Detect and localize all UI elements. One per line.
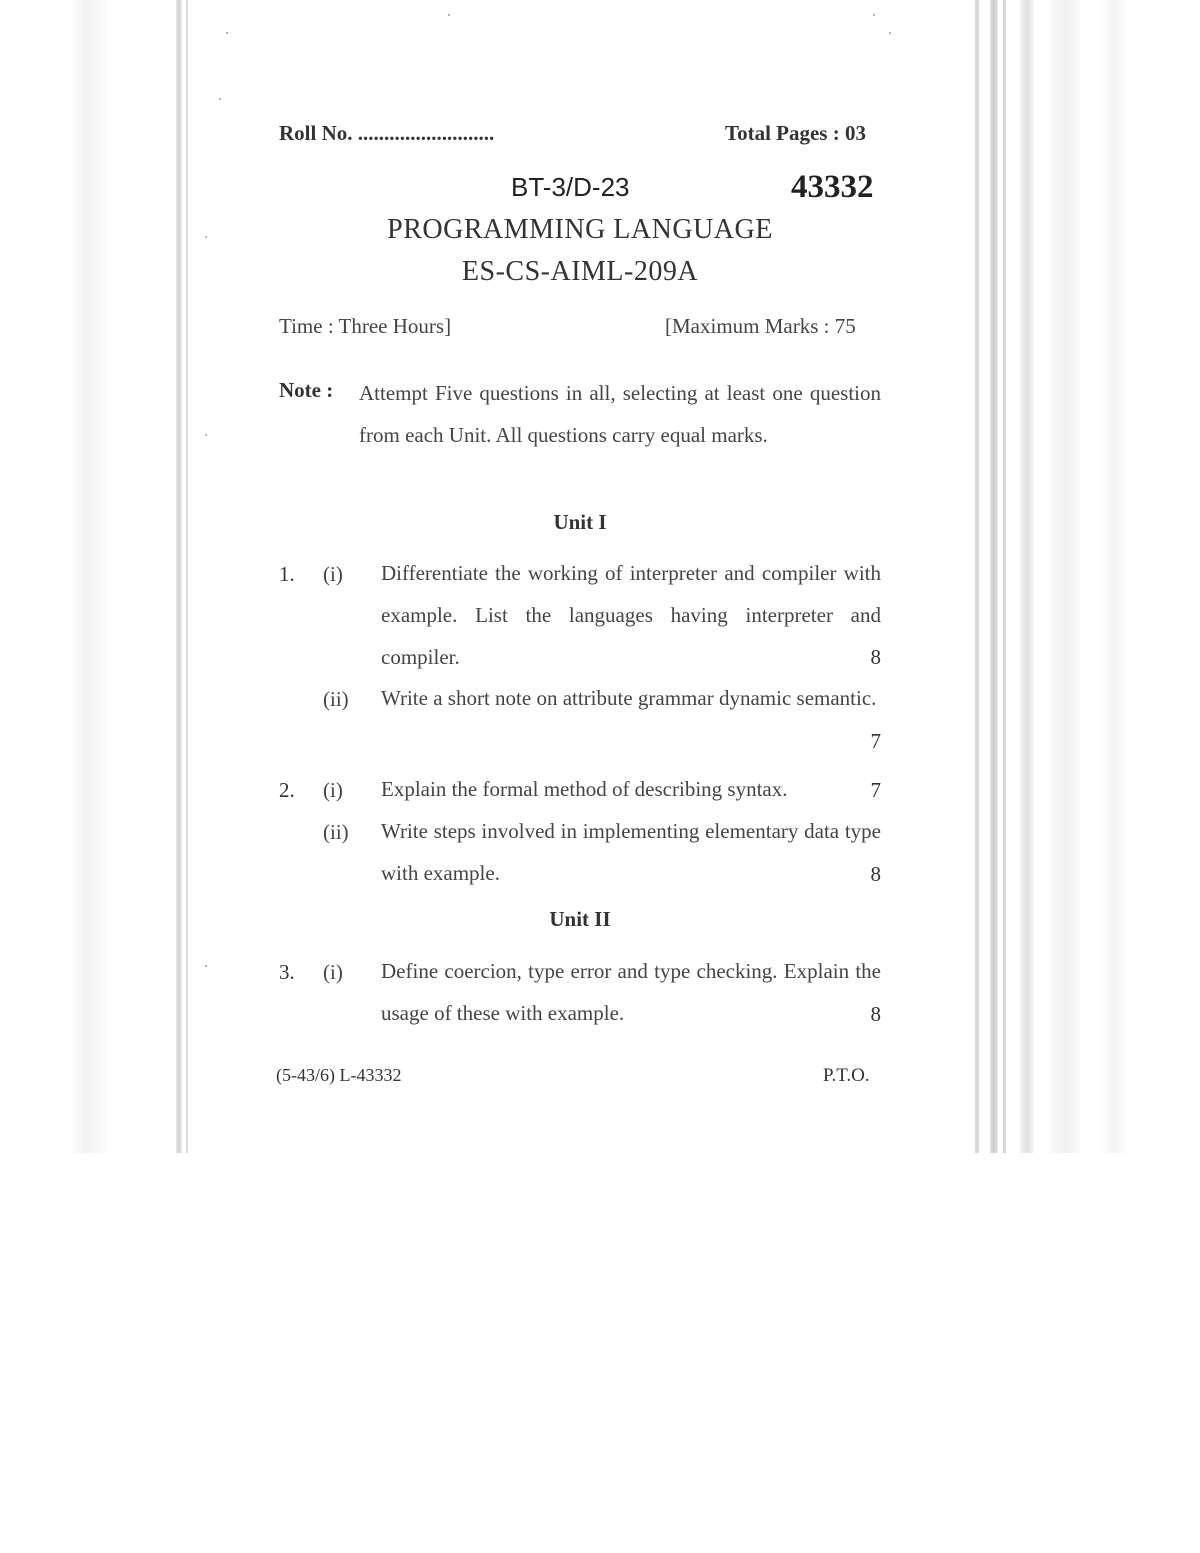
scan-edge-shadow: [1003, 0, 1006, 1153]
question-part-label: (ii): [323, 687, 349, 711]
question-text: Explain the formal method of describing syntax.: [381, 777, 788, 801]
scan-edge-shadow: [1100, 0, 1128, 1153]
scan-edge-shadow: [176, 0, 182, 1153]
scan-edge-shadow: [1020, 0, 1034, 1153]
subject-title: PROGRAMMING LANGUAGE: [387, 214, 773, 245]
question-text: Write a short note on attribute grammar dynamic semantic.: [381, 686, 877, 710]
footer-pto: P.T.O.: [823, 1065, 870, 1086]
note-label: Note :: [279, 378, 334, 402]
scan-speck: [219, 98, 221, 100]
roll-number: Roll No. ..........................: [279, 121, 495, 145]
scan-speck: [226, 32, 228, 34]
question-marks: 8: [870, 1002, 881, 1026]
question-marks: 8: [870, 862, 881, 886]
unit-heading: Unit I: [553, 510, 607, 534]
question-text: Differentiate the working of interpreter and compiler with example. List the languages having interpreter and compiler.: [381, 561, 881, 669]
scan-speck: [448, 14, 450, 16]
question-part-label: (i): [323, 562, 343, 586]
question-number: 3.: [279, 960, 295, 984]
question-marks: 8: [870, 645, 881, 669]
footer-reference: (5-43/6) L-43332: [276, 1065, 402, 1085]
scan-speck: [205, 434, 207, 436]
question-part-label: (i): [323, 778, 343, 802]
question-marks: 7: [870, 729, 881, 753]
question-text: Write steps involved in implementing elementary data type with example.: [381, 819, 881, 885]
scan-speck: [889, 32, 891, 34]
question-part-label: (ii): [323, 820, 349, 844]
total-pages: Total Pages : 03: [725, 121, 866, 145]
scan-edge-shadow: [1050, 0, 1080, 1153]
unit-heading: Unit II: [549, 907, 611, 931]
paper-code: 43332: [791, 169, 874, 205]
scan-edge-shadow: [975, 0, 979, 1153]
scan-edge-shadow: [990, 0, 998, 1153]
note-text: Attempt Five questions in all, selecting at least one question from each Unit. All questions carry equal marks.: [359, 381, 881, 447]
question-part-label: (i): [323, 960, 343, 984]
exam-time: Time : Three Hours]: [279, 314, 452, 338]
scan-edge-shadow: [186, 0, 188, 1153]
question-number: 2.: [279, 778, 295, 802]
question-marks: 7: [870, 778, 881, 802]
scan-speck: [205, 965, 207, 967]
scan-edge-shadow: [70, 0, 108, 1153]
maximum-marks: [Maximum Marks : 75: [665, 314, 856, 338]
subject-code: ES-CS-AIML-209A: [461, 256, 699, 287]
question-number: 1.: [279, 562, 295, 586]
exam-series: BT-3/D-23: [511, 172, 630, 202]
scan-speck: [873, 14, 875, 16]
question-text: Define coercion, type error and type checking. Explain the usage of these with example.: [381, 959, 881, 1025]
